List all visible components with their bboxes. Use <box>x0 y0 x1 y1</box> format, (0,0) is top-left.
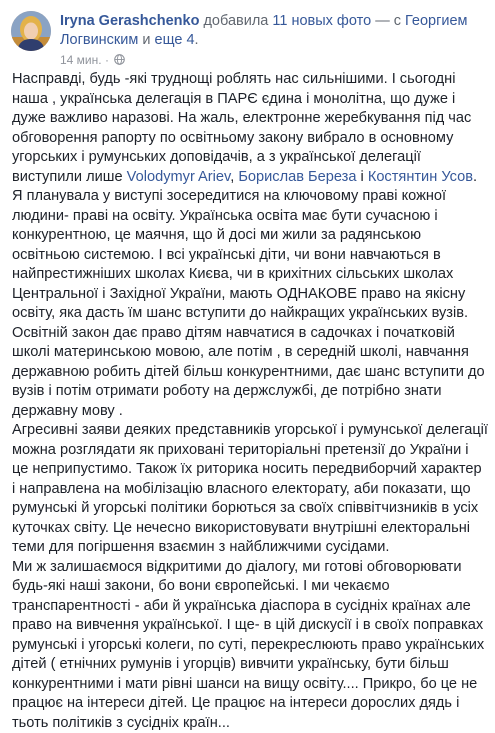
post-body <box>12 70 488 733</box>
post-paragraph-1 <box>12 70 488 421</box>
and-text: и <box>142 32 150 48</box>
post-paragraph-3: Ми ж залишаємося відкритими до діалогу, ми готові обговорювати будь-які наші закони, бо вони європейські. І ми чекаємо транспарентності - аби й українська діаспора в сусідніх країнах але право на вивчення української. І ще- в цій дискусії і в своїх поправках румунські і угорські колеги, по суті, перекреслюють право українських дітей ( етнічних румунів і угорців) вивчити українську, бути більш конкурентними і мати рівні шанси на вищу освіту.... Прикро, бо це не працює на інтереси дітей. Це працює на інтереси дорослих дядь і тьоть політиків з сусідніх країн... <box>12 558 488 733</box>
action-text: добавила <box>203 13 268 29</box>
mention-kostiantyn-usov[interactable]: Костянтин Усов <box>368 169 473 185</box>
post-headline <box>60 12 487 50</box>
avatar-photo-icon <box>11 11 51 51</box>
photos-link[interactable]: 11 новых фото <box>272 13 371 29</box>
post-paragraph-2: Агресивні заяви деяких представників угорської і румунської делегації можна розглядати як приховані територіальні претензії до України і це неприпустимо. Також їх риторика носить передвиборчий характер і направлена на мобілізацію власного електорату, аби показати, що румунські й угорські політики борються за своїх співвітчизників в усіх куточках світу. Це нечесно використовувати внутрішні електоральні теми для погіршення взаємин з найближчими сусідами. <box>12 421 488 558</box>
dot-separator: · <box>105 53 109 67</box>
paragraph-1-text-a: Насправді, будь -які труднощі роблять нас сильнішими. І сьогодні наша , українська делегація в ПАРЄ єдина і монолітна, що дуже і дуже важливо наразові. На жаль, електронне жеребкування під час обговорення рапорту по освітньому закону вибрало в основному угорських і румунських доповідачів, а з української делегації виступили лише <box>12 71 471 185</box>
post-timestamp-link[interactable]: 14 мин. <box>60 53 102 67</box>
mention-volodymyr-ariev[interactable]: Volodymyr Ariev <box>127 169 231 185</box>
separator-comma: , <box>230 169 238 185</box>
globe-icon[interactable] <box>114 54 125 65</box>
paragraph-1-text-b: . Я планувала у виступі зосередитися на ключовому праві кожної людини- праві на освіту. Українська освіта має бути сучасною і конкурентною, це маячня, що й досі ми жили за радянською освітньою системою. І всі українські діти, чи вони навчаються в найпрестижніших школах Києва, чи в крихітних сільських школах Центральної і Західної України, мають ОДНАКОВЕ право на якісну освіту, яка дасть їм шанс вступити до найкращих українських вузів. Освітній закон дає право дітям навчатися в садочках і початковій школі материнською мовою, але потім , в середній школі, навчання державною робить дітей більш конкурентними, дає шанс вступити до вузів і потім отримати роботу на держслужбі, де потрібно знати державну мову . <box>12 169 485 419</box>
tagged-person-link[interactable]: Георгием Логвинским <box>60 13 468 48</box>
separator-and: і <box>356 169 367 185</box>
with-text: — с <box>375 13 401 29</box>
author-avatar[interactable] <box>11 11 51 51</box>
mention-boryslav-bereza[interactable]: Борислав Береза <box>238 169 356 185</box>
post-meta <box>60 12 487 68</box>
post-header <box>9 9 487 65</box>
others-link[interactable]: еще 4 <box>155 32 195 48</box>
author-name-link[interactable]: Iryna Gerashchenko <box>60 13 199 29</box>
post-subline <box>60 52 487 68</box>
headline-period: . <box>195 32 199 48</box>
